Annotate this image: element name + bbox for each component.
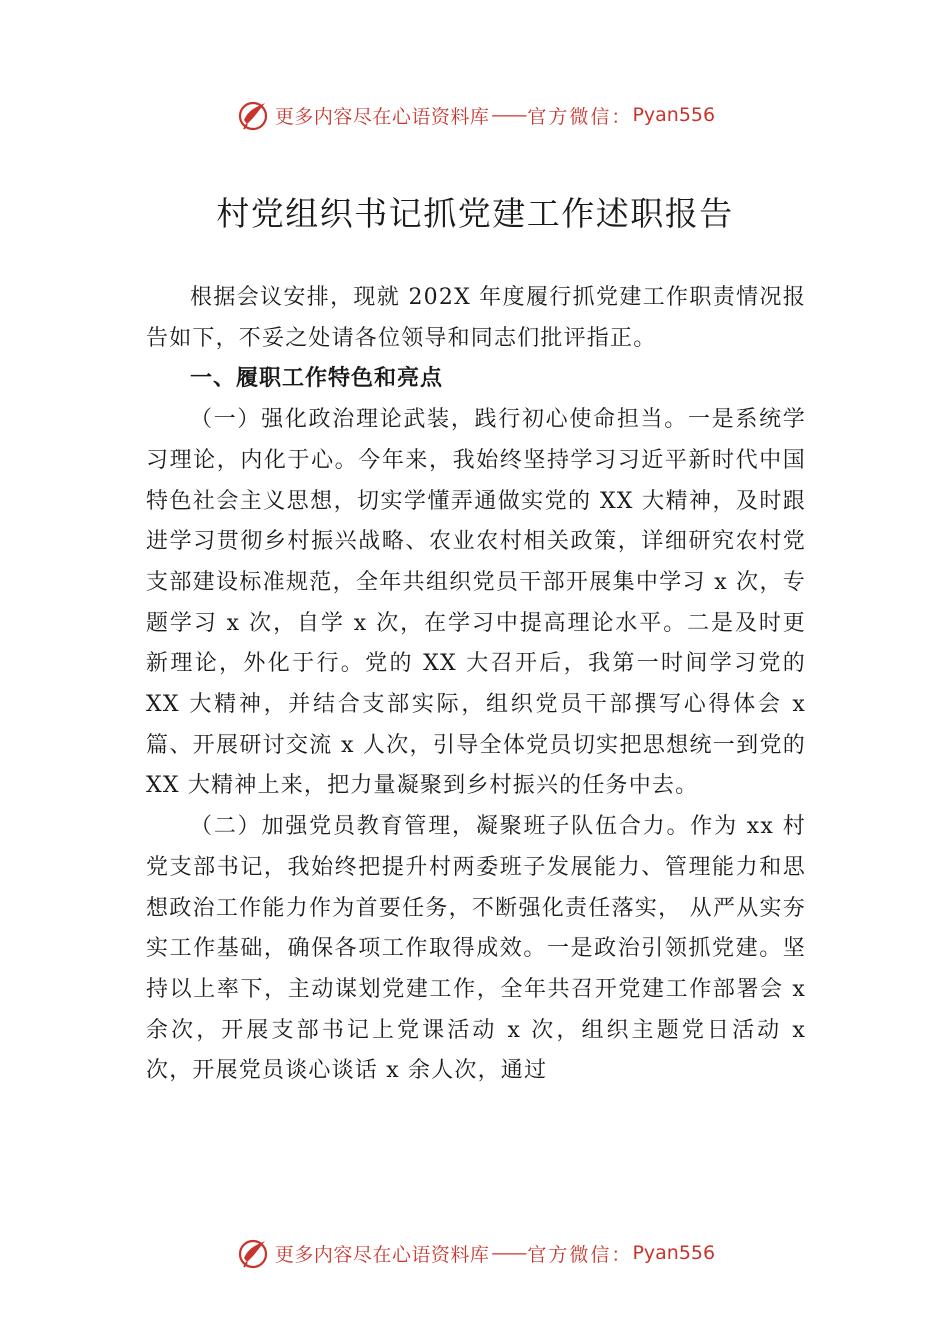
watermark-brand-text: 更多内容尽在心语资料库 bbox=[274, 105, 490, 128]
watermark-separator: —— bbox=[491, 1242, 526, 1264]
section-heading: 一、履职工作特色和亮点 bbox=[190, 366, 444, 392]
document-title: 村党组织书记抓党建工作述职报告 bbox=[216, 194, 734, 233]
ink-brush-logo-icon bbox=[235, 97, 271, 133]
watermark-separator: —— bbox=[491, 104, 526, 126]
body-paragraph: （一）强化政治理论武装，践行初心使命担当。一是系统学习理论，内化于心。今年来，我始终坚持学习习近平新时代中国特色社会主义思想，切实学懂弄通做实党的 XX 大精神，及时跟进学习贯彻乡村振兴战略、农业农村相关政策，详细研究农村党支部建设标准规范，全年共组织党员干部开展集中学习 x 次，专题学习 x 次，自学 x 次，在学习中提高理论水平。二是及时更新理论，外化于行。党的 XX 大召开后，我第一时间学习党的 XX 大精神，并结合支部实际，组织党员干部撰写心得体会 x 篇、开展研讨交流 x 人次，引导全体党员切实把思想统一到党的 XX 大精神上来，把力量凝聚到乡村振兴的任务中去。 bbox=[146, 407, 806, 799]
body-paragraph: 根据会议安排，现就 202X 年度履行抓党建工作职责情况报告如下，不妥之处请各位领导和同志们批评指正。 bbox=[146, 285, 806, 351]
document-body bbox=[146, 278, 806, 1092]
watermark-brand-text: 更多内容尽在心语资料库 bbox=[274, 1243, 490, 1266]
body-paragraph: （二）加强党员教育管理，凝聚班子队伍合力。作为 xx 村党支部书记，我始终把提升村两委班子发展能力、管理能力和思想政治工作能力作为首要任务，不断强化责任落实， 从严从实夯实工作基础，确保各项工作取得成效。一是政治引领抓党建。坚持以上率下，主动谋划党建工作，全年共召开党建工作部署会 x 余次，开展支部书记上党课活动 x 次，组织主题党日活动 x 次，开展党员谈心谈话 x 余人次，通过 bbox=[146, 814, 806, 1084]
watermark-wechat-id: Pyan556 bbox=[632, 1242, 716, 1264]
watermark-wechat-id: Pyan556 bbox=[632, 104, 716, 126]
watermark-wechat-label: 官方微信： bbox=[527, 105, 633, 128]
watermark-wechat-label: 官方微信： bbox=[527, 1243, 633, 1266]
watermark-banner-bottom bbox=[0, 1233, 950, 1273]
watermark-banner-top bbox=[0, 95, 950, 135]
ink-brush-logo-icon bbox=[235, 1235, 271, 1271]
